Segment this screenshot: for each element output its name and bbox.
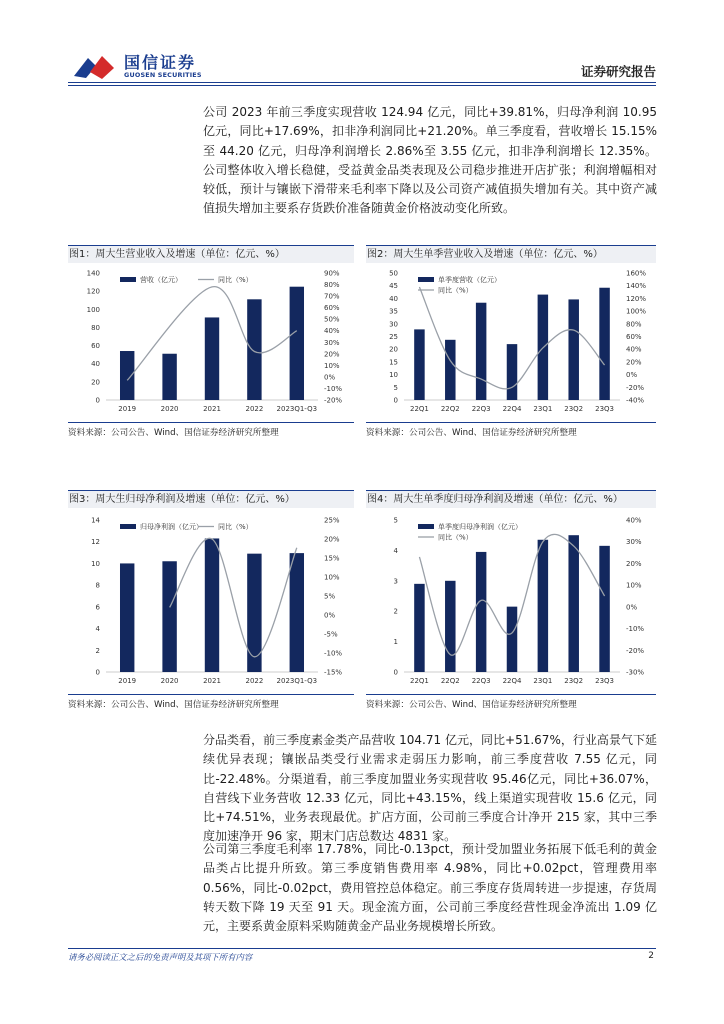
footer-divider: [68, 948, 656, 949]
left-tick-label: 6: [95, 603, 100, 612]
category-label: 2022: [245, 677, 264, 685]
figure-3-title: 图3：周大生归母净利润及增速（单位：亿元、%）: [68, 490, 354, 508]
left-tick-label: 120: [86, 287, 100, 296]
figure-4-panel: [366, 490, 656, 715]
left-tick-label: 0: [393, 668, 398, 677]
right-tick-label: 30%: [626, 538, 642, 547]
bar-22Q2: [445, 581, 455, 672]
legend-line-label: 同比（%）: [218, 276, 253, 284]
category-label: 23Q1: [533, 677, 553, 685]
left-tick-label: 15: [389, 358, 398, 367]
right-tick-label: 100%: [626, 307, 647, 316]
right-tick-label: 5%: [324, 592, 336, 601]
figure-1-source-divider: [68, 422, 354, 423]
left-tick-label: 5: [393, 516, 398, 525]
right-tick-label: 40%: [626, 345, 642, 354]
right-tick-label: -20%: [324, 396, 343, 405]
right-tick-label: 25%: [324, 516, 340, 525]
category-label: 22Q3: [471, 405, 491, 413]
left-tick-label: 3: [393, 577, 398, 586]
category-label: 22Q1: [409, 405, 429, 413]
left-tick-label: 8: [95, 581, 100, 590]
right-tick-label: 60%: [324, 304, 340, 313]
category-label: 2020: [160, 405, 179, 413]
figure-4-source-divider: [366, 694, 656, 695]
left-tick-label: 2: [393, 607, 398, 616]
figure-1-panel: [68, 245, 354, 440]
right-tick-label: 0%: [626, 371, 638, 380]
report-type: 证券研究报告: [580, 64, 656, 79]
right-tick-label: 40%: [324, 327, 340, 336]
right-tick-label: -20%: [626, 646, 645, 655]
category-label: 22Q2: [440, 405, 460, 413]
category-label: 2019: [118, 405, 137, 413]
category-label: 2023Q1-Q3: [276, 677, 318, 685]
figure-2-source: 资料来源：公司公告、Wind、国信证券经济研究所整理: [366, 428, 577, 438]
right-tick-label: 50%: [324, 315, 340, 324]
right-tick-label: 60%: [626, 333, 642, 341]
legend-bar-swatch: [120, 277, 136, 282]
left-tick-label: 80: [91, 323, 100, 332]
left-tick-label: 60: [91, 342, 100, 351]
left-tick-label: 100: [86, 305, 100, 314]
category-label: 23Q2: [564, 405, 584, 413]
right-tick-label: 0%: [324, 373, 336, 382]
right-tick-label: -5%: [324, 630, 338, 639]
bar-23Q3: [599, 546, 609, 672]
figure-1-title: 图1：周大生营业收入及增速（单位：亿元、%）: [68, 245, 354, 263]
right-tick-label: 80%: [324, 281, 340, 290]
figure-1-chart: [68, 265, 354, 420]
legend-bar-label: 单季度归母净利润（亿元）: [438, 523, 522, 531]
bar-22Q2: [445, 340, 455, 400]
category-label: 22Q4: [502, 405, 522, 413]
left-tick-label: 45: [389, 282, 398, 291]
legend-line-label: 同比（%）: [218, 523, 253, 531]
bar-23Q1: [538, 540, 548, 672]
right-tick-label: 20%: [626, 559, 642, 568]
right-tick-label: 120%: [626, 294, 647, 303]
company-name-en: GUOSEN SECURITIES: [124, 71, 202, 79]
legend-bar-label: 归母净利润（亿元）: [140, 523, 203, 531]
figure-3-source: 资料来源：公司公告、Wind、国信证券经济研究所整理: [68, 700, 279, 710]
bar-22Q3: [476, 552, 486, 672]
left-tick-label: 35: [389, 307, 398, 316]
right-tick-label: 10%: [626, 581, 642, 590]
left-tick-label: 30: [389, 320, 398, 329]
yoy-growth-line: [170, 538, 297, 657]
category-label: 2023Q1-Q3: [276, 405, 318, 413]
category-label: 22Q3: [471, 677, 491, 685]
bar-23Q2: [568, 299, 578, 400]
legend-bar-label: 单季度营收（亿元）: [438, 276, 501, 284]
left-tick-label: 2: [95, 646, 100, 655]
right-tick-label: -30%: [626, 668, 645, 677]
figure-4-title: 图4：周大生单季度归母净利润及增速（单位：亿元、%）: [366, 490, 656, 508]
bar-2021: [205, 317, 219, 400]
right-tick-label: -40%: [626, 396, 645, 405]
paragraph-category-channel: 分品类看，前三季度素金类产品营收 104.71 亿元，同比+51.67%，行业高景气下延续优异表现；镶嵌品类受行业需求走弱压力影响，前三季度营收 7.55 亿元，同比-22.48%。分渠道看，前三季度加盟业务实现营收 95.46亿元，同比+36.07%，自营线下业务营收 12.33 亿元，同比+43.15%，线上渠道实现营收 15.6 亿元，同比+74.51%，业务表现最优。扩店方面，公司前三季度合计净开 215 家，其中三季度加速净开 96 家，期末门店总数达 4831 家。: [203, 733, 657, 844]
bar-2023Q1-Q3: [290, 553, 304, 672]
bar-2021: [205, 538, 219, 672]
bar-23Q3: [599, 288, 609, 400]
legend-bar-swatch: [418, 524, 434, 529]
category-label: 22Q2: [440, 677, 460, 685]
figure-2-title: 图2：周大生单季营业收入及增速（单位：亿元、%）: [366, 245, 656, 263]
category-label: 23Q1: [533, 405, 553, 413]
right-tick-label: 20%: [324, 350, 340, 359]
right-tick-label: 160%: [626, 269, 647, 278]
category-label: 22Q4: [502, 677, 522, 685]
figure-4-source: 资料来源：公司公告、Wind、国信证券经济研究所整理: [366, 700, 577, 710]
company-name-cn: 国信证券: [124, 53, 197, 72]
category-label: 2021: [203, 677, 221, 685]
left-tick-label: 140: [86, 269, 100, 278]
category-label: 22Q1: [409, 677, 429, 685]
left-tick-label: 0: [95, 668, 100, 677]
right-tick-label: 140%: [626, 282, 647, 291]
right-tick-label: 80%: [626, 320, 642, 329]
right-tick-label: -10%: [324, 384, 343, 393]
category-label: 23Q2: [564, 677, 584, 685]
bar-2020: [162, 561, 176, 672]
category-label: 2021: [203, 405, 221, 413]
left-tick-label: 5: [393, 383, 398, 392]
category-label: 2020: [160, 677, 179, 685]
paragraph-summary: 公司 2023 年前三季度实现营收 124.94 亿元，同比+39.81%，归母净利润 10.95 亿元，同比+17.69%，扣非净利润同比+21.20%。单三季度看，营收增长 15.15%至 44.20 亿元，归母净利润增长 2.86%至 3.55 亿元，扣非净利润增长 12.35%。公司整体收入增长稳健，受益黄金品类表现及公司稳步推进开店扩张；利润增幅相对较低，预计与镶嵌下滑带来毛利率下降以及公司资产减值损失增加有关。其中资产减值损失增加主要系存货跌价准备随黄金价格波动变化所致。: [203, 105, 657, 216]
right-tick-label: 0%: [324, 611, 336, 620]
right-tick-label: -20%: [626, 383, 645, 392]
left-tick-label: 12: [91, 538, 100, 547]
bar-2019: [120, 563, 134, 672]
left-tick-label: 4: [393, 546, 398, 555]
bar-23Q2: [568, 535, 578, 672]
right-tick-label: 20%: [626, 358, 642, 367]
right-tick-label: 90%: [324, 269, 340, 278]
right-tick-label: 15%: [324, 554, 340, 563]
header-divider: [68, 82, 656, 83]
right-tick-label: 40%: [626, 516, 642, 525]
figure-3-panel: [68, 490, 354, 715]
left-tick-label: 50: [389, 269, 398, 278]
page-number: 2: [648, 951, 654, 961]
bar-22Q4: [507, 607, 517, 672]
left-tick-label: 0: [393, 396, 398, 405]
left-tick-label: 40: [91, 360, 100, 369]
figure-2-chart: [366, 265, 656, 420]
left-tick-label: 0: [95, 396, 100, 405]
right-tick-label: -10%: [324, 649, 343, 658]
legend-line-label: 同比（%）: [438, 286, 473, 295]
bar-2019: [120, 351, 134, 400]
legend-line-label: 同比（%）: [438, 533, 473, 542]
paragraph-margin-cashflow: 公司第三季度毛利率 17.78%，同比-0.13pct，预计受加盟业务拓展下低毛利的黄金品类占比提升所致。第三季度销售费用率 4.98%，同比+0.02pct，管理费用率 0.56%，同比-0.02pct，费用管控总体稳定。前三季度存货周转进一步提速，存货周转天数下降 19 天至 91 天。现金流方面，公司前三季度经营性现金净流出 1.09 亿元，主要系黄金原料采购随黄金产品业务规模增长所致。: [203, 842, 657, 934]
left-tick-label: 14: [91, 516, 100, 525]
bar-2023Q1-Q3: [290, 287, 304, 400]
right-tick-label: 20%: [324, 535, 340, 544]
legend-bar-swatch: [418, 277, 434, 282]
right-tick-label: 30%: [324, 338, 340, 347]
bar-22Q4: [507, 344, 517, 400]
bar-2020: [162, 354, 176, 400]
category-label: 2019: [118, 677, 137, 685]
left-tick-label: 10: [389, 371, 398, 380]
figure-1-source: 资料来源：公司公告、Wind、国信证券经济研究所整理: [68, 428, 279, 438]
right-tick-label: 0%: [626, 603, 638, 612]
right-tick-label: -10%: [626, 625, 645, 634]
figure-4-chart: [366, 512, 656, 692]
figure-2-panel: [366, 245, 656, 440]
bar-2022: [247, 299, 261, 400]
right-tick-label: 10%: [324, 361, 340, 370]
category-label: 23Q3: [595, 677, 615, 685]
right-tick-label: 10%: [324, 573, 340, 582]
left-tick-label: 1: [393, 638, 398, 647]
figure-2-source-divider: [366, 422, 656, 423]
category-label: 2022: [245, 405, 264, 413]
guosen-logo-icon: [72, 52, 116, 80]
bar-22Q1: [414, 329, 424, 400]
legend-bar-swatch: [120, 524, 136, 529]
category-label: 23Q3: [595, 405, 615, 413]
left-tick-label: 20: [389, 345, 398, 354]
bar-22Q3: [476, 303, 486, 400]
left-tick-label: 4: [95, 625, 100, 634]
bar-22Q1: [414, 584, 424, 672]
right-tick-label: 70%: [324, 292, 340, 301]
left-tick-label: 10: [91, 559, 100, 568]
figure-3-chart: [68, 512, 354, 692]
disclaimer-link[interactable]: 请务必阅读正文之后的免责声明及其项下所有内容: [68, 952, 253, 962]
left-tick-label: 40: [389, 294, 398, 303]
legend-bar-label: 营收（亿元）: [140, 276, 182, 284]
left-tick-label: 20: [91, 378, 100, 387]
header-divider-thin: [68, 85, 656, 86]
figure-3-source-divider: [68, 694, 354, 695]
left-tick-label: 25: [389, 333, 398, 341]
right-tick-label: -15%: [324, 668, 343, 677]
